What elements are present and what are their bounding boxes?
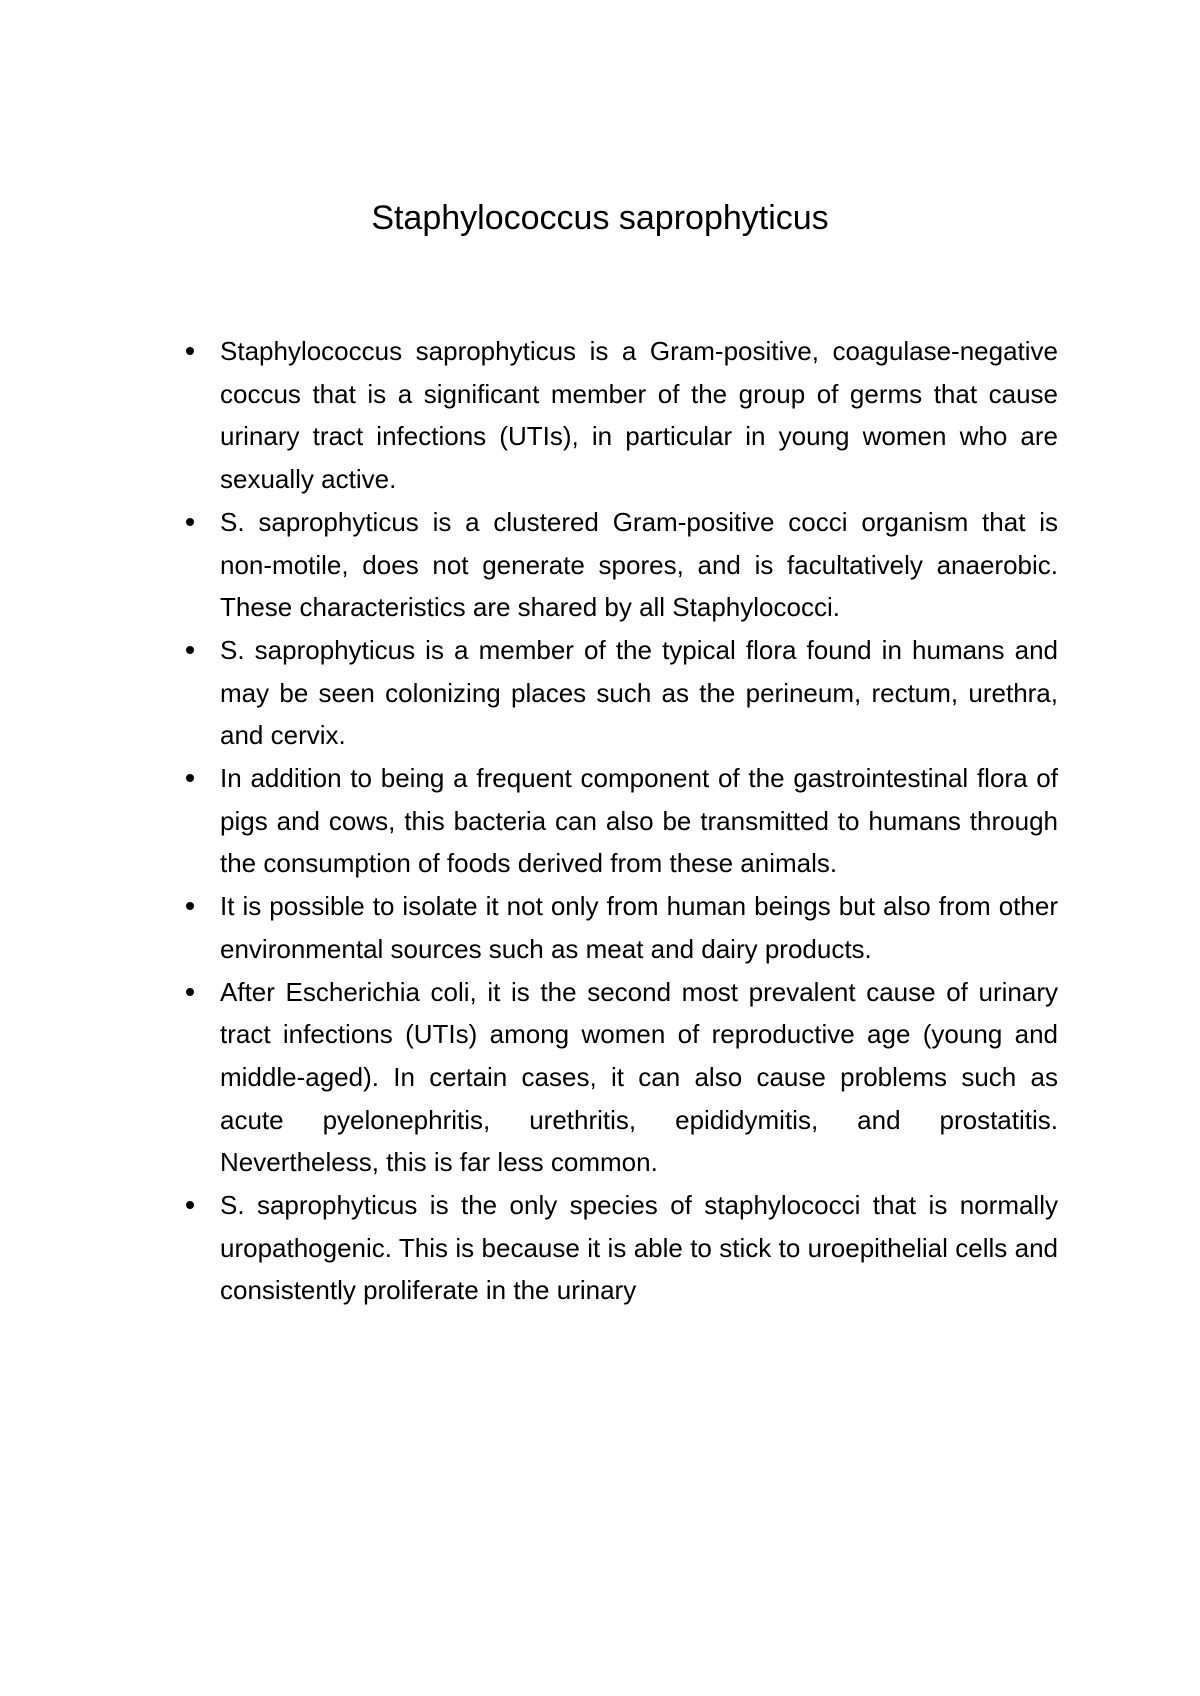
bullet-text: S. saprophyticus is a clustered Gram-positive cocci organism that is non-motile, does not generate spores, and is facultatively anaerobic. These characteristics are shared by all Staphylococci. — [220, 506, 1058, 623]
bullet-icon — [186, 774, 194, 782]
bullet-item — [178, 1184, 1058, 1312]
bullet-icon — [186, 902, 194, 910]
bullet-icon — [186, 988, 194, 996]
document-title: Staphylococcus saprophyticus — [371, 199, 829, 237]
bullet-text: It is possible to isolate it not only from human beings but also from other environmental sources such as meat and dairy products. — [220, 891, 1058, 964]
bullet-icon — [186, 646, 194, 654]
bullet-item — [178, 885, 1058, 970]
bullet-text: S. saprophyticus is the only species of staphylococci that is normally uropathogenic. This is because it is able to stick to uroepithelial cells and consistently proliferate in the urinary — [220, 1190, 1058, 1306]
bullet-item — [178, 757, 1058, 885]
bullet-text: After Escherichia coli, it is the second most prevalent cause of urinary tract infections (UTIs) among women of reproductive age (young and middle-aged). In certain cases, it can also cause problems such as acute pyelonephritis, urethritis, epididymitis, and prostatitis. Nevertheless, this is far less common. — [220, 976, 1058, 1178]
bullet-text: Staphylococcus saprophyticus is a Gram-positive, coagulase-negative coccus that is a significant member of the group of germs that cause urinary tract infections (UTIs), in particular in young women who are sexually active. — [220, 336, 1058, 495]
bullet-text: In addition to being a frequent component of the gastrointestinal flora of pigs and cows, this bacteria can also be transmitted to humans through the consumption of foods derived from these animals. — [220, 763, 1058, 879]
bullet-item — [178, 629, 1058, 757]
bullet-text: S. saprophyticus is a member of the typical flora found in humans and may be seen colonizing places such as the perineum, rectum, urethra, and cervix. — [220, 634, 1058, 751]
bullet-icon — [186, 1201, 194, 1209]
bullet-item — [178, 971, 1058, 1185]
bullet-icon — [186, 518, 194, 526]
bullet-item — [178, 330, 1058, 501]
bullet-item — [178, 501, 1058, 629]
bullet-list — [178, 330, 1058, 1312]
bullet-icon — [186, 347, 194, 355]
